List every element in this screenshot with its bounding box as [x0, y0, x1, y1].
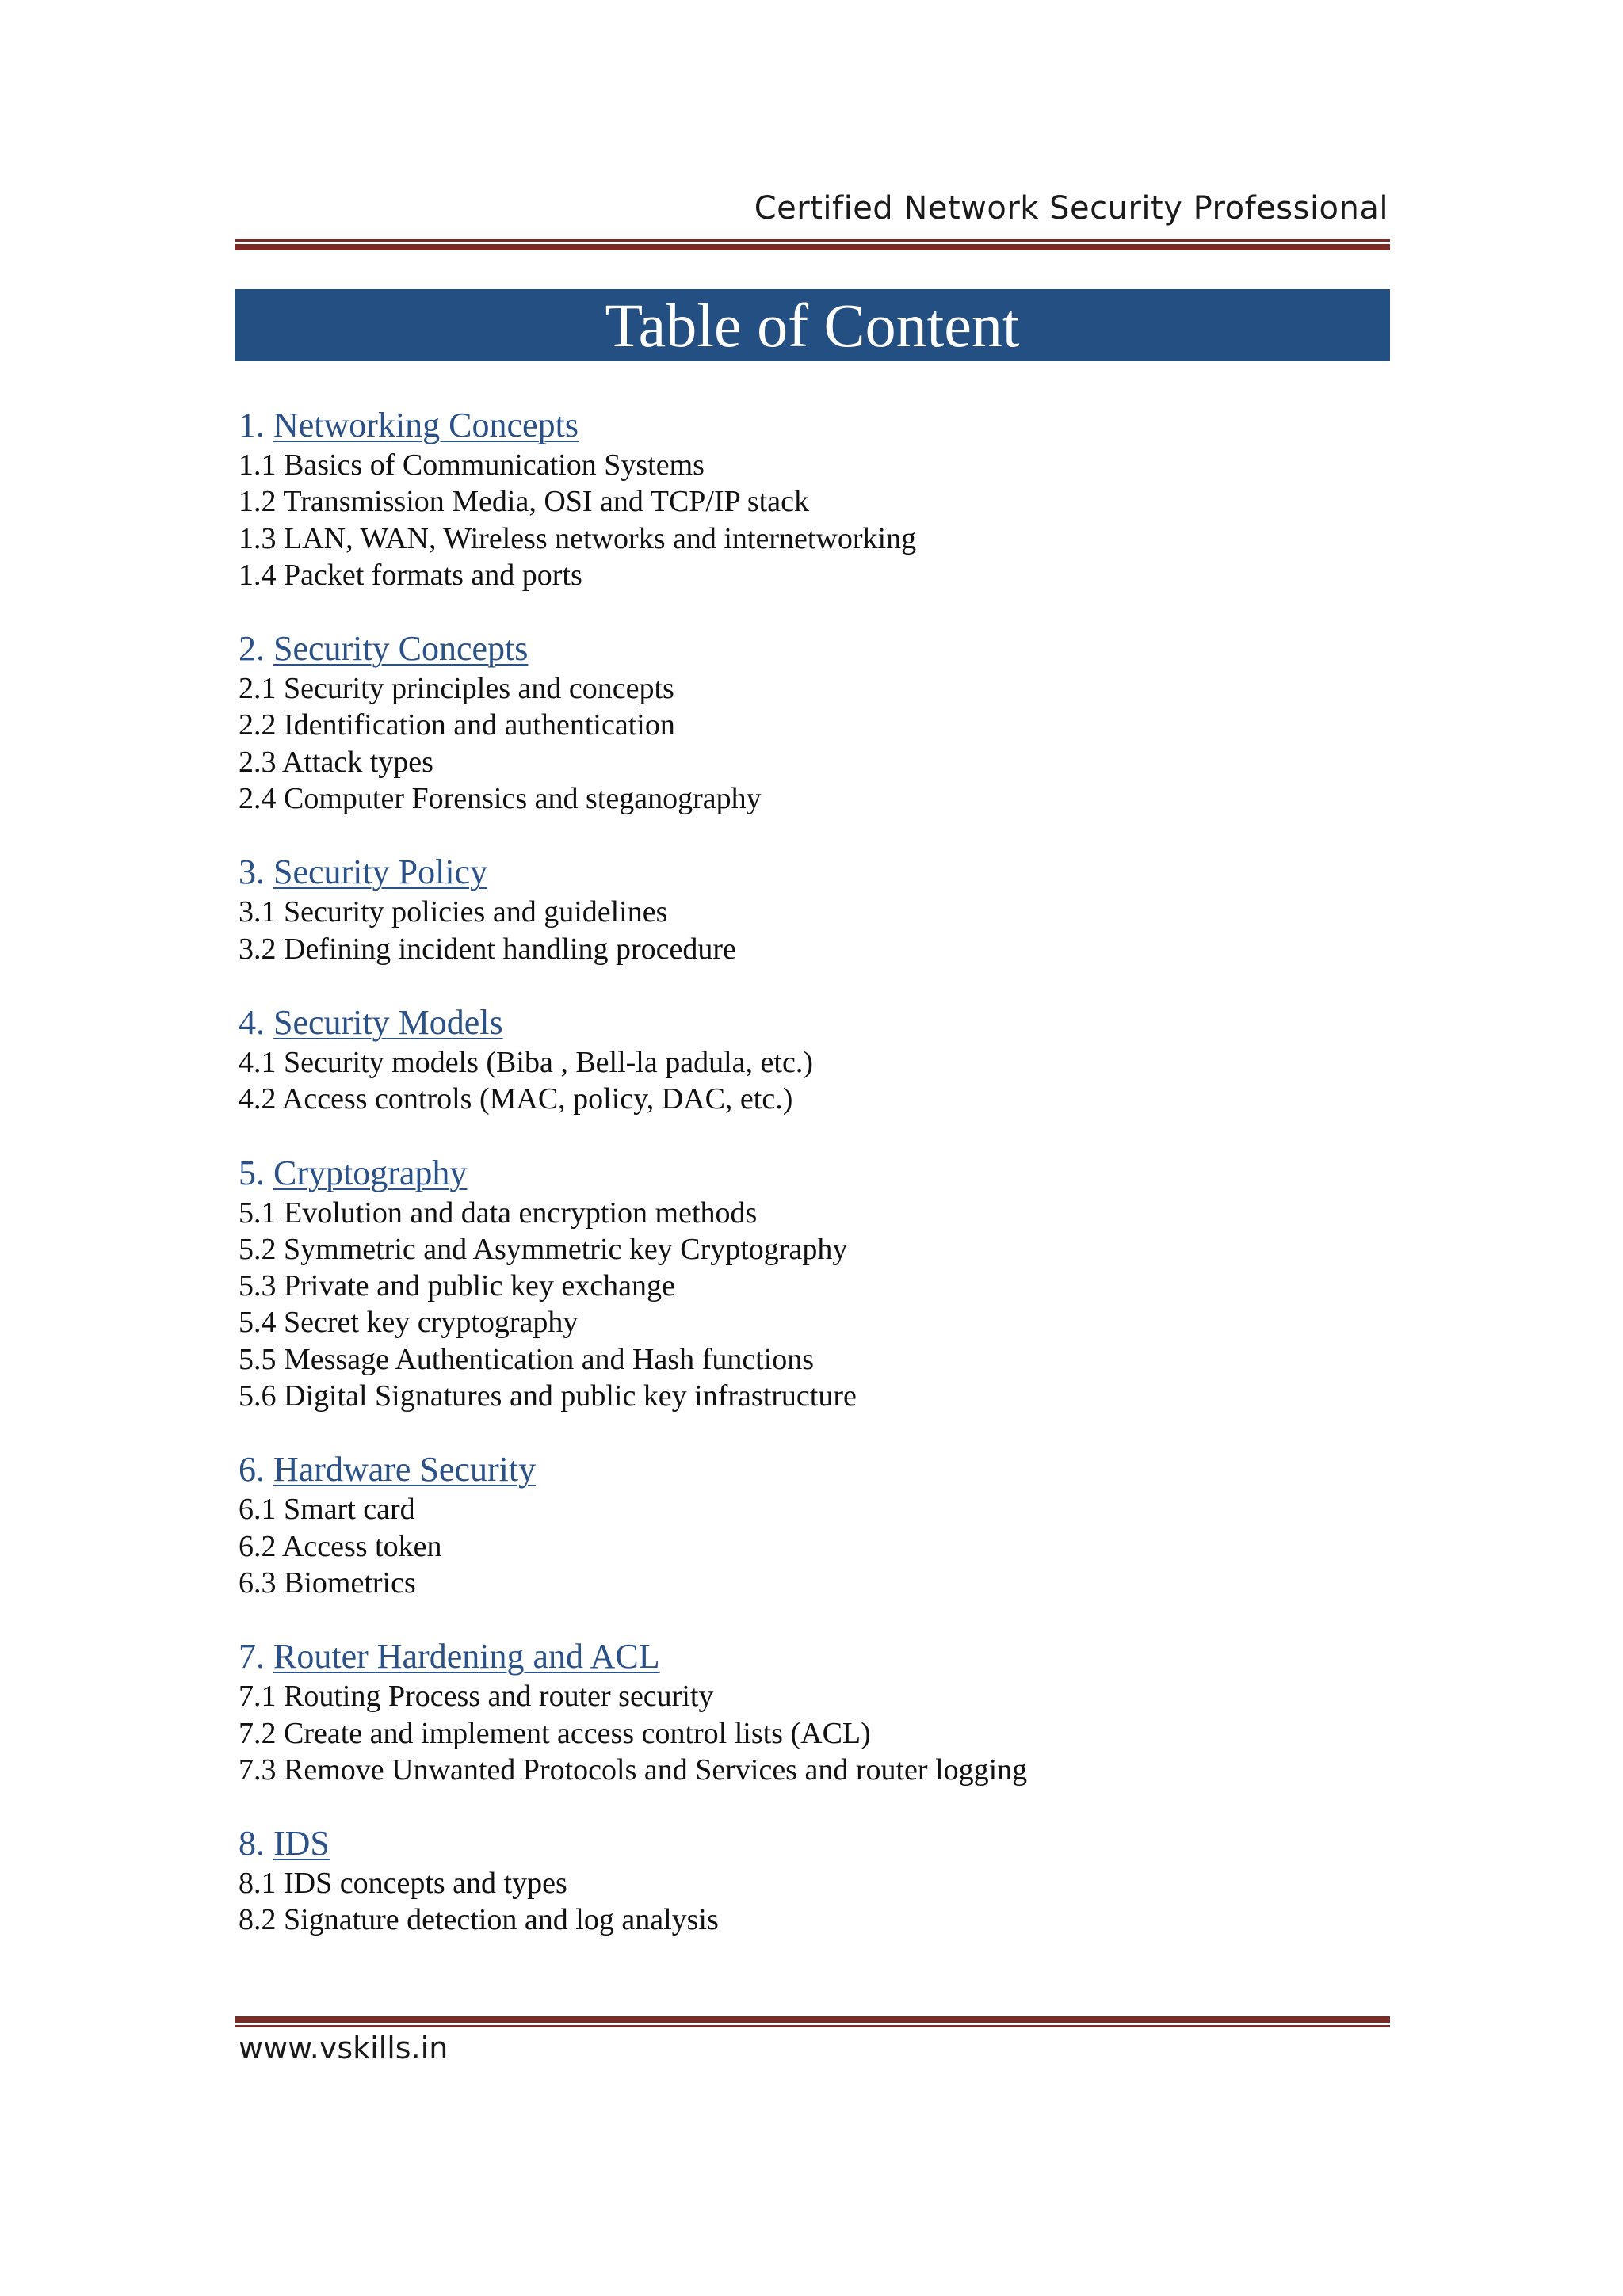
toc-subsection-item: 5.2 Symmetric and Asymmetric key Cryptography — [239, 1232, 848, 1266]
toc-subsection-item: 1.4 Packet formats and ports — [239, 558, 582, 592]
section-number: 3. — [239, 852, 265, 892]
toc-subsection-item: 8.2 Signature detection and log analysis — [239, 1903, 719, 1937]
running-header-title: Certified Network Security Professional — [754, 190, 1388, 227]
footer-url[interactable]: www.vskills.in — [239, 2031, 449, 2065]
toc-subsection-item: 5.1 Evolution and data encryption methods — [239, 1196, 758, 1230]
footer-rule — [235, 2016, 1390, 2027]
toc-subsection-item: 7.2 Create and implement access control lists (ACL) — [239, 1716, 871, 1750]
section-number: 2. — [239, 629, 265, 669]
section-heading — [239, 1001, 1380, 1044]
toc-subsection-item: 2.1 Security principles and concepts — [239, 672, 674, 706]
toc-subsection-item: 6.3 Biometrics — [239, 1566, 416, 1600]
section-title-link[interactable]: Router Hardening and ACL — [273, 1637, 660, 1676]
toc-section — [239, 404, 1380, 593]
section-heading — [239, 851, 1380, 894]
toc-subsection-item: 3.2 Defining incident handling procedure — [239, 932, 736, 966]
toc-subsection-item: 7.1 Routing Process and router security — [239, 1680, 714, 1714]
toc-section — [239, 1448, 1380, 1601]
toc-subsection-item: 8.1 IDS concepts and types — [239, 1867, 567, 1901]
toc-section — [239, 627, 1380, 817]
section-title-link[interactable]: Networking Concepts — [273, 406, 579, 444]
section-heading — [239, 627, 1380, 670]
section-number: 7. — [239, 1637, 265, 1676]
toc-section — [239, 1152, 1380, 1415]
toc-subsection-item: 1.1 Basics of Communication Systems — [239, 448, 705, 482]
toc-subsection-item: 4.1 Security models (Biba , Bell-la padula, etc.) — [239, 1045, 813, 1079]
section-title-link[interactable]: Cryptography — [273, 1153, 468, 1192]
section-number: 4. — [239, 1002, 265, 1042]
toc-section — [239, 1635, 1380, 1788]
section-number: 8. — [239, 1824, 265, 1863]
section-number: 1. — [239, 406, 265, 444]
toc-banner — [235, 289, 1390, 361]
toc-subsection-item: 5.5 Message Authentication and Hash functions — [239, 1342, 815, 1376]
section-title-link[interactable]: Security Policy — [273, 852, 488, 892]
section-number: 6. — [239, 1450, 265, 1489]
toc-section — [239, 851, 1380, 967]
section-title-link[interactable]: IDS — [273, 1824, 330, 1863]
toc-subsection-item: 5.3 Private and public key exchange — [239, 1269, 675, 1303]
header-rule — [235, 239, 1390, 250]
toc-subsection-item: 2.4 Computer Forensics and steganography — [239, 782, 762, 816]
section-title-link[interactable]: Hardware Security — [273, 1450, 537, 1489]
toc-section — [239, 1822, 1380, 1939]
toc-subsection-item: 2.3 Attack types — [239, 745, 433, 779]
toc-subsection-item: 3.1 Security policies and guidelines — [239, 895, 668, 929]
toc-subsection-item: 5.4 Secret key cryptography — [239, 1306, 579, 1340]
table-of-contents — [239, 404, 1380, 1973]
toc-subsection-item: 7.3 Remove Unwanted Protocols and Services and router logging — [239, 1753, 1028, 1787]
toc-subsection-item: 4.2 Access controls (MAC, policy, DAC, etc.) — [239, 1082, 793, 1116]
toc-section — [239, 1001, 1380, 1118]
section-heading — [239, 1822, 1380, 1865]
section-title-link[interactable]: Security Models — [273, 1002, 503, 1042]
toc-subsection-item: 1.2 Transmission Media, OSI and TCP/IP stack — [239, 485, 809, 519]
toc-subsection-item: 6.2 Access token — [239, 1529, 442, 1563]
section-heading — [239, 1448, 1380, 1491]
section-heading — [239, 1152, 1380, 1195]
section-number: 5. — [239, 1153, 265, 1192]
section-title-link[interactable]: Security Concepts — [273, 629, 529, 669]
toc-subsection-item: 5.6 Digital Signatures and public key infrastructure — [239, 1379, 857, 1413]
toc-title: Table of Content — [605, 290, 1020, 360]
toc-subsection-item: 6.1 Smart card — [239, 1493, 415, 1527]
section-heading — [239, 1635, 1380, 1678]
section-heading — [239, 404, 1380, 447]
toc-subsection-item: 2.2 Identification and authentication — [239, 708, 675, 742]
toc-subsection-item: 1.3 LAN, WAN, Wireless networks and internetworking — [239, 521, 917, 555]
